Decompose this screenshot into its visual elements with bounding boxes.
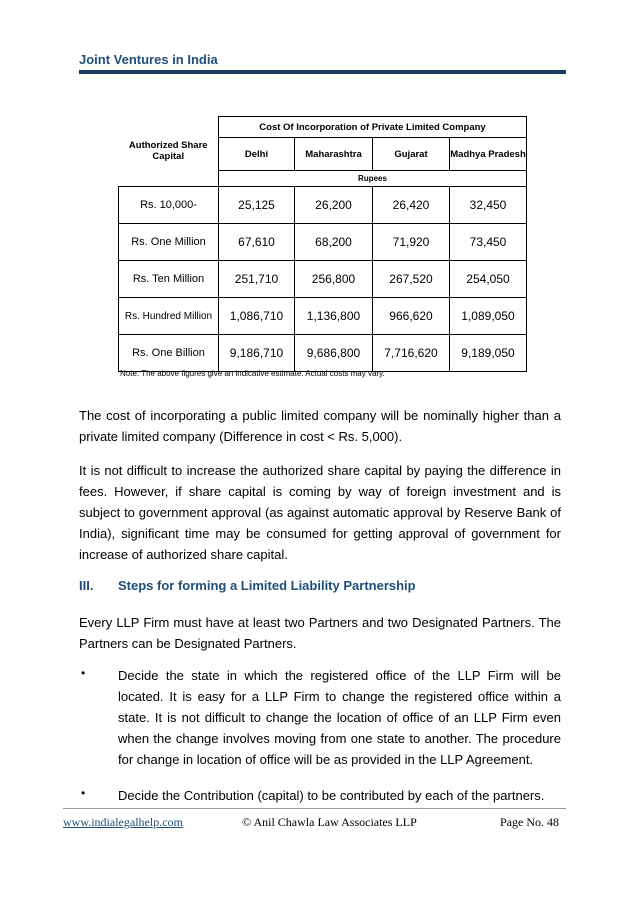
row-header-authorized-capital: Authorized Share Capital xyxy=(119,117,219,187)
footer-rule xyxy=(63,808,566,809)
capital-cell: Rs. One Billion xyxy=(119,335,219,372)
paragraph: Every LLP Firm must have at least two Partners and two Designated Partners. The Partners can be Designated Partners. xyxy=(79,615,561,651)
table-row xyxy=(119,261,527,298)
value-cell: 9,189,050 xyxy=(450,335,527,372)
value-cell: 26,200 xyxy=(295,187,373,224)
bullet-icon: • xyxy=(81,666,86,680)
value-cell: 67,610 xyxy=(219,224,295,261)
group-header: Cost Of Incorporation of Private Limited Company xyxy=(219,117,527,138)
value-cell: 267,520 xyxy=(373,261,450,298)
value-cell: 68,200 xyxy=(295,224,373,261)
table-row xyxy=(119,298,527,335)
paragraph: The cost of incorporating a public limited company will be nominally higher than a private limited company (Difference in cost < Rs. 5,000). xyxy=(79,408,561,444)
value-cell: 25,125 xyxy=(219,187,295,224)
value-cell: 7,716,620 xyxy=(373,335,450,372)
bullet-item: Decide the Contribution (capital) to be contributed by each of the partners. xyxy=(118,788,545,803)
copyright-text: © Anil Chawla Law Associates LLP xyxy=(242,815,417,829)
table-note: Note: The above figures give an indicative estimate. Actual costs may vary. xyxy=(120,369,385,378)
value-cell: 1,136,800 xyxy=(295,298,373,335)
capital-cell: Rs. 10,000- xyxy=(119,187,219,224)
value-cell: 251,710 xyxy=(219,261,295,298)
bullet-icon: • xyxy=(81,786,86,800)
capital-cell: Rs. Ten Million xyxy=(119,261,219,298)
state-header: Madhya Pradesh xyxy=(450,138,527,171)
value-cell: 9,186,710 xyxy=(219,335,295,372)
table-row xyxy=(119,187,527,224)
section-number: III. xyxy=(79,578,94,593)
value-cell: 1,086,710 xyxy=(219,298,295,335)
unit-header: Rupees xyxy=(219,171,527,187)
value-cell: 71,920 xyxy=(373,224,450,261)
value-cell: 73,450 xyxy=(450,224,527,261)
table-row xyxy=(119,224,527,261)
header-rule xyxy=(79,70,566,74)
table-row xyxy=(119,335,527,372)
value-cell: 256,800 xyxy=(295,261,373,298)
state-header: Maharashtra xyxy=(295,138,373,171)
bullet-item: Decide the state in which the registered office of the LLP Firm will be located. It is easy for a LLP Firm to change the registered office within a state. It is not difficult to change the location of office of an LLP Firm even when the change involves moving from one state to another. The procedure for change in location of office will be as provided in the LLP Agreement. xyxy=(118,668,561,767)
value-cell: 26,420 xyxy=(373,187,450,224)
website-link[interactable]: www.indialegalhelp.com xyxy=(63,815,183,829)
incorporation-cost-table xyxy=(118,116,527,372)
value-cell: 966,620 xyxy=(373,298,450,335)
page-number: Page No. 48 xyxy=(500,815,559,829)
value-cell: 1,089,050 xyxy=(450,298,527,335)
header-title: Joint Ventures in India xyxy=(79,52,218,67)
paragraph: It is not difficult to increase the authorized share capital by paying the difference in fees. However, if share capital is coming by way of foreign investment and is subject to government approval (as against automatic approval by Reserve Bank of India), significant time may be consumed for getting approval of government for increase of authorized share capital. xyxy=(79,463,561,562)
section-heading: Steps for forming a Limited Liability Partnership xyxy=(118,578,416,593)
value-cell: 32,450 xyxy=(450,187,527,224)
state-header: Gujarat xyxy=(373,138,450,171)
value-cell: 254,050 xyxy=(450,261,527,298)
capital-cell: Rs. Hundred Million xyxy=(119,298,219,335)
state-header: Delhi xyxy=(219,138,295,171)
value-cell: 9,686,800 xyxy=(295,335,373,372)
capital-cell: Rs. One Million xyxy=(119,224,219,261)
